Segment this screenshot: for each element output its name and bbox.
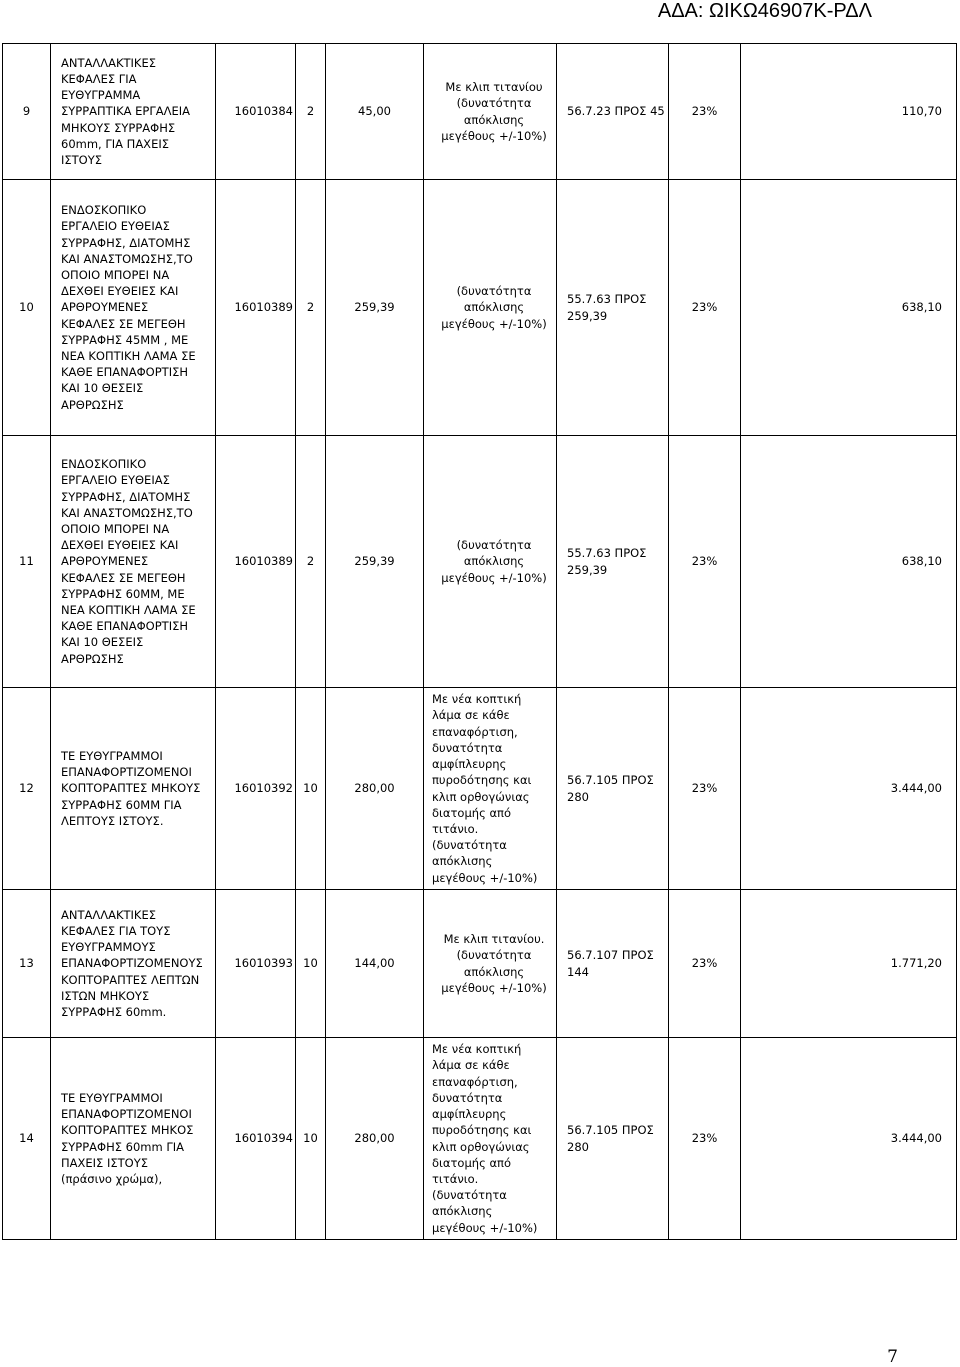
item-note: Με κλιπ τιτανίου. (δυνατότητα απόκλισης μεγέθους +/-10%) xyxy=(424,890,557,1038)
vat-rate: 23% xyxy=(669,180,741,436)
table-row xyxy=(3,688,957,890)
item-description: ΑΝΤΑΛΛΑΚΤΙΚΕΣ ΚΕΦΑΛΕΣ ΓΙΑ ΕΥΘΥΓΡΑΜΜΑ ΣΥΡΡΑΠΤΙΚΑ ΕΡΓΑΛΕΙΑ ΜΗΚΟΥΣ ΣΥΡΡΑΦΗΣ 60mm, ΓΙΑ ΠΑΧΕΙΣ ΙΣΤΟΥΣ xyxy=(51,44,216,180)
row-number: 10 xyxy=(3,180,51,436)
unit-price: 259,39 xyxy=(326,180,424,436)
table-row xyxy=(3,890,957,1038)
item-code: 16010389 xyxy=(216,436,296,688)
vat-rate: 23% xyxy=(669,436,741,688)
item-description: ΤΕ ΕΥΘΥΓΡΑΜΜΟΙ ΕΠΑΝΑΦΟΡΤΙΖΟΜΕΝΟΙ ΚΟΠΤΟΡΑΠΤΕΣ ΜΗΚΟΣ ΣΥΡΡΑΦΗΣ 60mm ΓΙΑ ΠΑΧΕΙΣ ΙΣΤΟΥΣ (πράσινο χρώμα), xyxy=(51,1038,216,1240)
item-code: 16010389 xyxy=(216,180,296,436)
vat-rate: 23% xyxy=(669,1038,741,1240)
row-total: 638,10 xyxy=(741,180,957,436)
document-ada-code: ΑΔΑ: ΩΙΚΩ46907Κ-ΡΔΛ xyxy=(657,0,872,22)
item-description: ΕΝΔΟΣΚΟΠΙΚΟ ΕΡΓΑΛΕΙΟ ΕΥΘΕΙΑΣ ΣΥΡΡΑΦΗΣ, ΔΙΑΤΟΜΗΣ ΚΑΙ ΑΝΑΣΤΟΜΩΣΗΣ,ΤΟ ΟΠΟΙΟ ΜΠΟΡΕΙ ΝΑ ΔΕΧΘΕΙ ΕΥΘΕΙΕΣ ΚΑΙ ΑΡΘΡΟΥΜΕΝΕΣ ΚΕΦΑΛΕΣ ΣΕ ΜΕΓΕΘΗ ΣΥΡΡΑΦΗΣ 60ΜΜ, ΜΕ ΝΕΑ ΚΟΠΤΙΚΗ ΛΑΜΑ ΣΕ ΚΑΘΕ ΕΠΑΝΑΦΟΡΤΙΣΗ ΚΑΙ 10 ΘΕΣΕΙΣ ΑΡΘΡΩΣΗΣ xyxy=(51,436,216,688)
item-code: 16010392 xyxy=(216,688,296,890)
reference-price: 56.7.105 ΠΡΟΣ 280 xyxy=(557,688,669,890)
row-total: 1.771,20 xyxy=(741,890,957,1038)
item-note: Με κλιπ τιτανίου (δυνατότητα απόκλισης μεγέθους +/-10%) xyxy=(424,44,557,180)
item-description: ΕΝΔΟΣΚΟΠΙΚΟ ΕΡΓΑΛΕΙΟ ΕΥΘΕΙΑΣ ΣΥΡΡΑΦΗΣ, ΔΙΑΤΟΜΗΣ ΚΑΙ ΑΝΑΣΤΟΜΩΣΗΣ,ΤΟ ΟΠΟΙΟ ΜΠΟΡΕΙ ΝΑ ΔΕΧΘΕΙ ΕΥΘΕΙΕΣ ΚΑΙ ΑΡΘΡΟΥΜΕΝΕΣ ΚΕΦΑΛΕΣ ΣΕ ΜΕΓΕΘΗ ΣΥΡΡΑΦΗΣ 45ΜΜ , ΜΕ ΝΕΑ ΚΟΠΤΙΚΗ ΛΑΜΑ ΣΕ ΚΑΘΕ ΕΠΑΝΑΦΟΡΤΙΣΗ ΚΑΙ 10 ΘΕΣΕΙΣ ΑΡΘΡΩΣΗΣ xyxy=(51,180,216,436)
reference-price: 56.7.23 ΠΡΟΣ 45 xyxy=(557,44,669,180)
row-number: 12 xyxy=(3,688,51,890)
reference-price: 55.7.63 ΠΡΟΣ 259,39 xyxy=(557,436,669,688)
unit-price: 280,00 xyxy=(326,1038,424,1240)
row-number: 13 xyxy=(3,890,51,1038)
item-note: (δυνατότητα απόκλισης μεγέθους +/-10%) xyxy=(424,436,557,688)
item-quantity: 2 xyxy=(296,44,326,180)
row-total: 110,70 xyxy=(741,44,957,180)
row-number: 9 xyxy=(3,44,51,180)
item-quantity: 2 xyxy=(296,180,326,436)
unit-price: 45,00 xyxy=(326,44,424,180)
unit-price: 144,00 xyxy=(326,890,424,1038)
reference-price: 56.7.107 ΠΡΟΣ 144 xyxy=(557,890,669,1038)
page-number: 7 xyxy=(887,1347,898,1367)
table-row xyxy=(3,44,957,180)
item-code: 16010384 xyxy=(216,44,296,180)
procurement-table xyxy=(2,43,957,1240)
table-row xyxy=(3,436,957,688)
table-row xyxy=(3,180,957,436)
item-description: ΑΝΤΑΛΛΑΚΤΙΚΕΣ ΚΕΦΑΛΕΣ ΓΙΑ ΤΟΥΣ ΕΥΘΥΓΡΑΜΜΟΥΣ ΕΠΑΝΑΦΟΡΤΙΖΟΜΕΝΟΥΣ ΚΟΠΤΟΡΑΠΤΕΣ ΛΕΠΤΩΝ ΙΣΤΩΝ ΜΗΚΟΥΣ ΣΥΡΡΑΦΗΣ 60mm. xyxy=(51,890,216,1038)
item-note: Με νέα κοπτική λάμα σε κάθε επαναφόρτιση, δυνατότητα αμφίπλευρης πυροδότησης και κλιπ ορθογώνιας διατομής από τιτάνιο. (δυνατότητα απόκλισης μεγέθους +/-10%) xyxy=(424,1038,557,1240)
item-note: (δυνατότητα απόκλισης μεγέθους +/-10%) xyxy=(424,180,557,436)
row-total: 638,10 xyxy=(741,436,957,688)
item-note: Με νέα κοπτική λάμα σε κάθε επαναφόρτιση, δυνατότητα αμφίπλευρης πυροδότησης και κλιπ ορθογώνιας διατομής από τιτάνιο. (δυνατότητα απόκλισης μεγέθους +/-10%) xyxy=(424,688,557,890)
item-quantity: 10 xyxy=(296,890,326,1038)
unit-price: 280,00 xyxy=(326,688,424,890)
vat-rate: 23% xyxy=(669,688,741,890)
table-row xyxy=(3,1038,957,1240)
item-code: 16010393 xyxy=(216,890,296,1038)
vat-rate: 23% xyxy=(669,890,741,1038)
unit-price: 259,39 xyxy=(326,436,424,688)
item-quantity: 10 xyxy=(296,1038,326,1240)
reference-price: 55.7.63 ΠΡΟΣ 259,39 xyxy=(557,180,669,436)
row-total: 3.444,00 xyxy=(741,688,957,890)
item-quantity: 2 xyxy=(296,436,326,688)
reference-price: 56.7.105 ΠΡΟΣ 280 xyxy=(557,1038,669,1240)
vat-rate: 23% xyxy=(669,44,741,180)
item-code: 16010394 xyxy=(216,1038,296,1240)
item-description: ΤΕ ΕΥΘΥΓΡΑΜΜΟΙ ΕΠΑΝΑΦΟΡΤΙΖΟΜΕΝΟΙ ΚΟΠΤΟΡΑΠΤΕΣ ΜΗΚΟΥΣ ΣΥΡΡΑΦΗΣ 60ΜΜ ΓΙΑ ΛΕΠΤΟΥΣ ΙΣΤΟΥΣ. xyxy=(51,688,216,890)
item-quantity: 10 xyxy=(296,688,326,890)
row-number: 14 xyxy=(3,1038,51,1240)
row-total: 3.444,00 xyxy=(741,1038,957,1240)
row-number: 11 xyxy=(3,436,51,688)
